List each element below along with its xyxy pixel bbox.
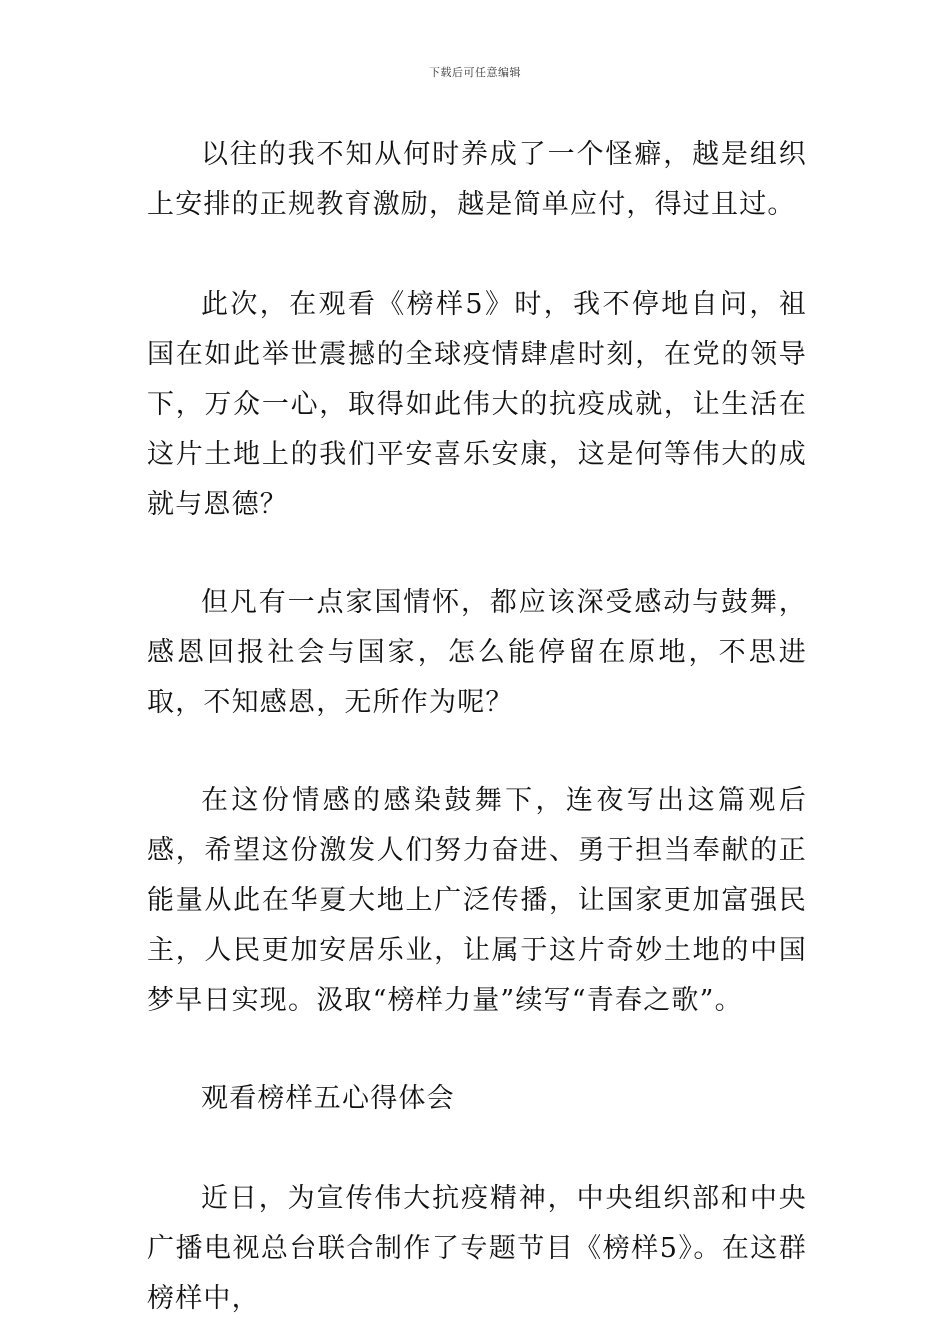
paragraph: 近日，为宣传伟大抗疫精神，中央组织部和中央广播电视总台联合制作了专题节目《榜样5》。在这群榜样中， xyxy=(147,1183,807,1314)
paragraph: 在这份情感的感染鼓舞下，连夜写出这篇观后感，希望这份激发人们努力奋进、勇于担当奉献的正能量从此在华夏大地上广泛传播，让国家更加富强民主，人民更加安居乐业，让属于这片奇妙土地的中国梦早日实现。汲取“榜样力量”续写“青春之歌”。 xyxy=(147,785,807,1016)
paragraph: 但凡有一点家国情怀，都应该深受感动与鼓舞，感恩回报社会与国家，怎么能停留在原地，不思进取，不知感恩，无所作为呢？ xyxy=(147,587,807,718)
paragraph: 以往的我不知从何时养成了一个怪癖，越是组织上安排的正规教育激励，越是简单应付，得过且过。 xyxy=(147,139,807,220)
document-body xyxy=(147,130,807,1324)
paragraph: 此次，在观看《榜样5》时，我不停地自问，祖国在如此举世震撼的全球疫情肆虐时刻，在党的领导下，万众一心，取得如此伟大的抗疫成就，让生活在这片土地上的我们平安喜乐安康，这是何等伟大的成就与恩德？ xyxy=(147,289,807,520)
section-heading: 观看榜样五心得体会 xyxy=(201,1083,455,1114)
page-header: 下载后可任意编辑 xyxy=(429,66,521,79)
